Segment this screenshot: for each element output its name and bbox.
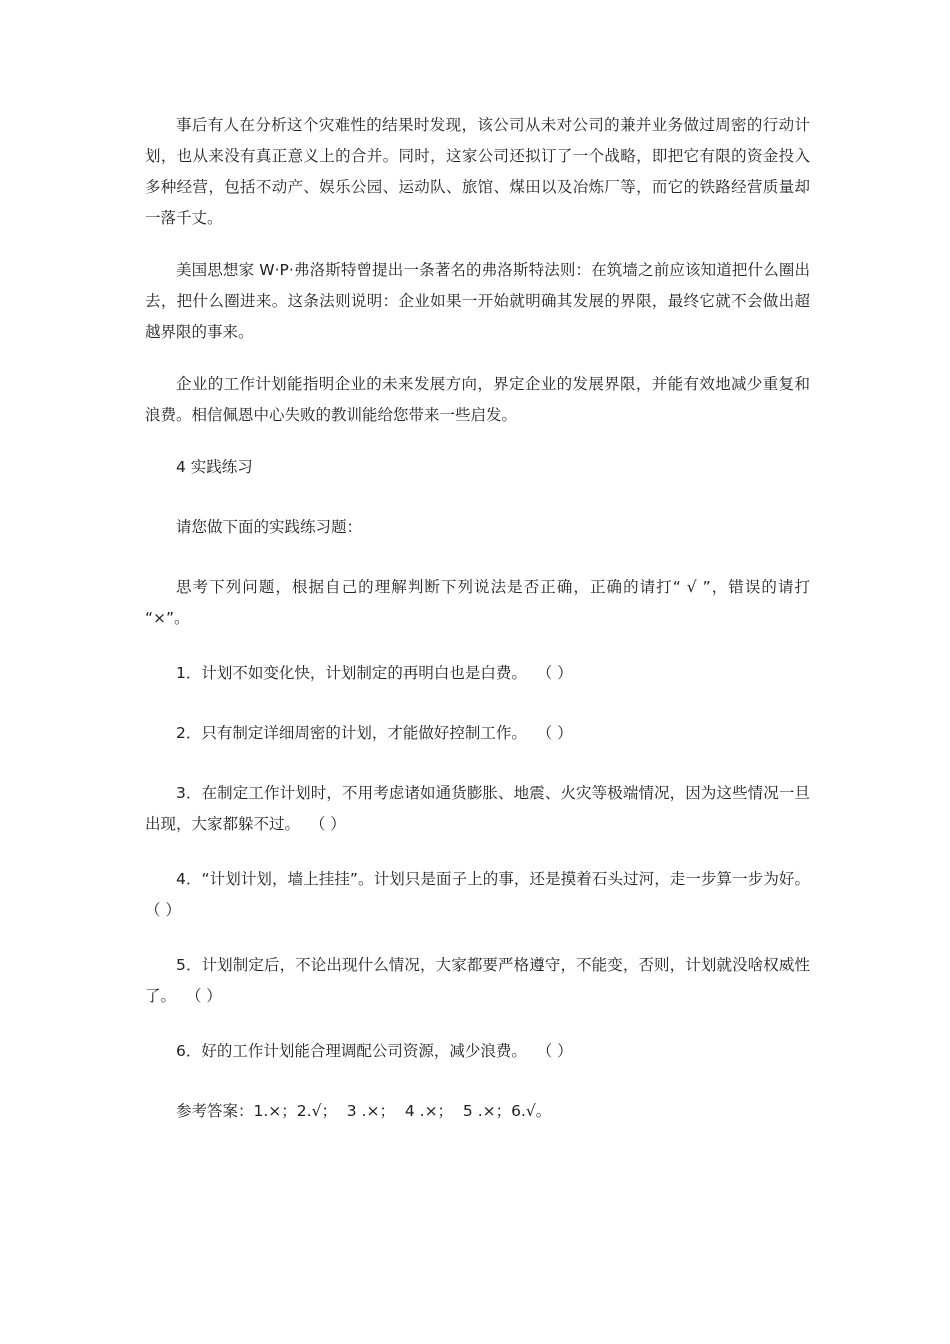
question-1: 1．计划不如变化快，计划制定的再明白也是白费。 （ ）: [176, 664, 573, 682]
question-4: 4．“计划计划，墙上挂挂”。计划只是面子上的事，还是摸着石头过河，走一步算一步为好。 （ ）: [145, 870, 820, 919]
paragraph-frost-rule: 美国思想家 W·P·弗洛斯特曾提出一条著名的弗洛斯特法则：在筑墙之前应该知道把什么圈出去，把什么圈进来。这条法则说明：企业如果一开始就明确其发展的界限，最终它就不会做出超越界限的事来。: [145, 261, 810, 341]
question-5: 5．计划制定后，不论出现什么情况，大家都要严格遵守，不能变，否则，计划就没啥权威性了。 （ ）: [145, 956, 810, 1005]
paragraph-plan-significance: 企业的工作计划能指明企业的未来发展方向，界定企业的发展界限，并能有效地减少重复和浪费。相信佩恩中心失败的教训能给您带来一些启发。: [145, 375, 810, 424]
document-page: [145, 110, 820, 1127]
paragraph-instructions: 思考下列问题，根据自己的理解判断下列说法是否正确，正确的请打“ √ ”，错误的请打 “×”。: [145, 578, 820, 627]
question-2: 2．只有制定详细周密的计划，才能做好控制工作。 （ ）: [176, 724, 573, 742]
section-heading-practice: 4 实践练习: [176, 458, 253, 476]
reference-answers: 参考答案：1.×；2.√； 3 .×； 4 .×； 5 .×；6.√。: [176, 1102, 552, 1120]
paragraph-practice-intro: 请您做下面的实践练习题：: [176, 518, 363, 536]
question-3: 3．在制定工作计划时，不用考虑诸如通货膨胀、地震、火灾等极端情况，因为这些情况一旦出现，大家都躲不过。 （ ）: [145, 784, 810, 833]
question-6: 6．好的工作计划能合理调配公司资源，减少浪费。 （ ）: [176, 1042, 573, 1060]
paragraph-railway-failure: 事后有人在分析这个灾难性的结果时发现，该公司从未对公司的兼并业务做过周密的行动计划，也从来没有真正意义上的合并。同时，这家公司还拟订了一个战略，即把它有限的资金投入多种经营，包括不动产、娱乐公园、运动队、旅馆、煤田以及冶炼厂等，而它的铁路经营质量却一落千丈。: [145, 116, 810, 227]
